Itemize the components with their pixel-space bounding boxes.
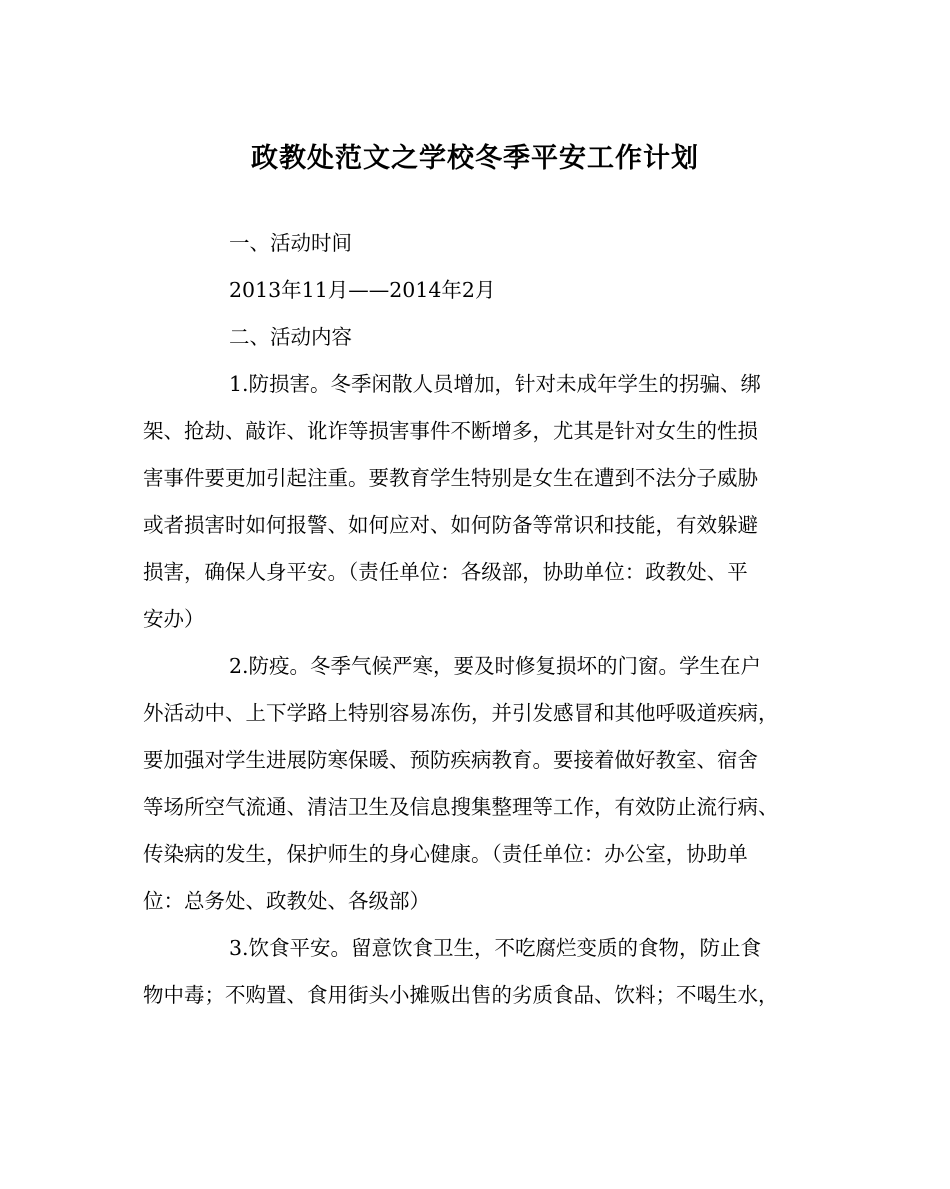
paragraph-line: 1.防损害。冬季闲散人员增加，针对未成年学生的拐骗、绑: [229, 372, 762, 396]
paragraph-line: 安办）: [143, 607, 205, 631]
paragraph-line: 位：总务处、政教处、各级部）: [143, 889, 430, 913]
section-heading-content: 二、活动内容: [229, 325, 352, 349]
paragraph-line: 架、抢劫、敲诈、讹诈等损害事件不断增多，尤其是针对女生的性损: [143, 419, 758, 443]
paragraph-line: 物中毒；不购置、食用街头小摊贩出售的劣质食品、饮料；不喝生水，: [143, 983, 779, 1007]
paragraph-line: 2.防疫。冬季气候严寒，要及时修复损坏的门窗。学生在户: [229, 654, 762, 678]
paragraph-item-3: [143, 925, 813, 1019]
document-body: [143, 220, 813, 1019]
paragraph-line: 损害，确保人身平安。（责任单位：各级部，协助单位：政教处、平: [143, 560, 748, 584]
paragraph-item-2: [143, 643, 813, 925]
activity-date-range: 2013年11月——2014年2月: [229, 278, 496, 302]
section-heading-time: 一、活动时间: [229, 231, 352, 255]
paragraph-line: 传染病的发生，保护师生的身心健康。（责任单位：办公室，协助单: [143, 842, 748, 866]
paragraph-line: 等场所空气流通、清洁卫生及信息搜集整理等工作，有效防止流行病、: [143, 795, 779, 819]
paragraph-line: 外活动中、上下学路上特别容易冻伤，并引发感冒和其他呼吸道疾病，: [143, 701, 779, 725]
paragraph-line: 要加强对学生进展防寒保暖、预防疾病教育。要接着做好教室、宿舍: [143, 748, 758, 772]
paragraph-line: 3.饮食平安。留意饮食卫生，不吃腐烂变质的食物，防止食: [229, 936, 762, 960]
paragraph-line: 害事件要更加引起注重。要教育学生特别是女生在遭到不法分子威胁: [143, 466, 758, 490]
page-title: 政教处范文之学校冬季平安工作计划: [251, 143, 699, 174]
paragraph-line: 或者损害时如何报警、如何应对、如何防备等常识和技能，有效躲避: [143, 513, 758, 537]
paragraph-item-1: [143, 361, 813, 643]
